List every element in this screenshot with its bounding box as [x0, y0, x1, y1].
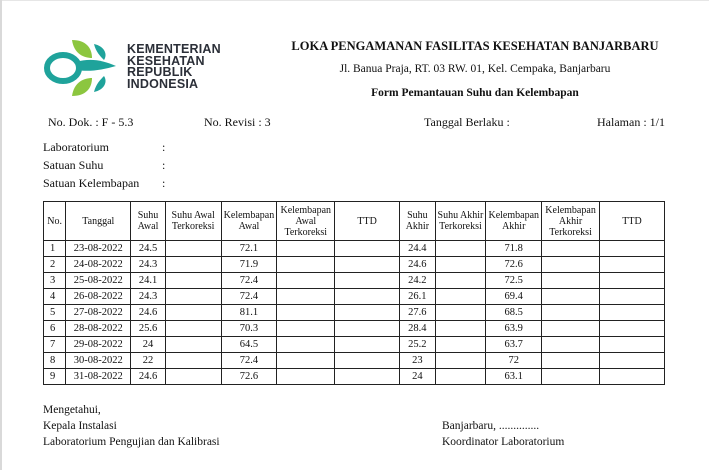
- table-cell: 64.5: [221, 337, 277, 353]
- footer-left-signature: [43, 402, 220, 450]
- header-tanggal: Tanggal: [66, 202, 131, 241]
- table-row: [44, 337, 665, 353]
- table-cell: 24: [400, 369, 436, 385]
- laboratorium-label: Laboratorium: [43, 140, 109, 154]
- table-cell: [335, 305, 400, 321]
- table-cell: [435, 241, 486, 257]
- logo-line: KEMENTERIAN: [127, 42, 221, 56]
- table-cell: 28-08-2022: [66, 321, 131, 337]
- table-cell: 23: [400, 353, 436, 369]
- table-cell: [277, 369, 335, 385]
- table-cell: [165, 257, 221, 273]
- logo-line: INDONESIA: [127, 76, 199, 91]
- table-cell: [542, 241, 600, 257]
- table-cell: [435, 337, 486, 353]
- table-cell: 3: [44, 273, 66, 289]
- table-cell: [599, 241, 664, 257]
- table-cell: [542, 257, 600, 273]
- header-kelembapan-akhir: Kelembapan Akhir: [486, 202, 542, 241]
- table-cell: [599, 353, 664, 369]
- footer-kepala-instalasi: Kepala Instalasi: [43, 420, 117, 432]
- laboratorium-colon: :: [162, 140, 166, 154]
- satuan-suhu-label: Satuan Suhu: [43, 158, 104, 172]
- header-suhu-awal-terkoreksi: Suhu Awal Terkoreksi: [165, 202, 221, 241]
- table-cell: 24.3: [131, 289, 166, 305]
- footer-place-date: Banjarbaru, ..............: [442, 420, 540, 432]
- table-cell: [277, 257, 335, 273]
- table-cell: [599, 321, 664, 337]
- institution-title: LOKA PENGAMANAN FASILITAS KESEHATAN BANJARBARU: [291, 39, 659, 53]
- table-row: [44, 305, 665, 321]
- table-cell: 24.5: [131, 241, 166, 257]
- table-cell: [277, 321, 335, 337]
- satuan-kelembapan-label: Satuan Kelembapan: [43, 176, 140, 190]
- table-cell: [335, 273, 400, 289]
- table-cell: 72.4: [221, 273, 277, 289]
- table-cell: 72.5: [486, 273, 542, 289]
- table-cell: 24.6: [131, 305, 166, 321]
- table-cell: [165, 305, 221, 321]
- header-suhu-akhir: Suhu Akhir: [400, 202, 436, 241]
- table-cell: 27-08-2022: [66, 305, 131, 321]
- table-cell: 81.1: [221, 305, 277, 321]
- table-row: [44, 321, 665, 337]
- laboratorium-field: [43, 140, 166, 155]
- table-cell: 25.6: [131, 321, 166, 337]
- header-no: No.: [44, 202, 66, 241]
- table-cell: 28.4: [400, 321, 436, 337]
- table-cell: 72.6: [486, 257, 542, 273]
- table-cell: [335, 353, 400, 369]
- table-cell: [435, 369, 486, 385]
- table-cell: [599, 305, 664, 321]
- table-cell: 71.9: [221, 257, 277, 273]
- table-cell: 26-08-2022: [66, 289, 131, 305]
- table-cell: 24.3: [131, 257, 166, 273]
- table-cell: [599, 337, 664, 353]
- header-kelembapan-awal-terkoreksi: Kelembapan Awal Terkoreksi: [277, 202, 335, 241]
- table-cell: [435, 273, 486, 289]
- table-cell: 63.7: [486, 337, 542, 353]
- table-cell: 72.4: [221, 289, 277, 305]
- table-cell: [599, 257, 664, 273]
- revision-number: No. Revisi : 3: [204, 115, 271, 129]
- table-cell: 72.6: [221, 369, 277, 385]
- table-cell: 24-08-2022: [66, 257, 131, 273]
- page-top-border: [0, 0, 709, 1]
- table-cell: 30-08-2022: [66, 353, 131, 369]
- satuan-kelembapan-field: [43, 176, 166, 191]
- table-cell: [335, 369, 400, 385]
- page-number: Halaman : 1/1: [597, 115, 665, 129]
- table-cell: [165, 337, 221, 353]
- table-cell: 29-08-2022: [66, 337, 131, 353]
- table-cell: 72.1: [221, 241, 277, 257]
- table-cell: 68.5: [486, 305, 542, 321]
- table-cell: 8: [44, 353, 66, 369]
- footer-mengetahui: Mengetahui,: [43, 404, 101, 416]
- table-cell: [335, 241, 400, 257]
- table-cell: [277, 305, 335, 321]
- table-cell: [435, 321, 486, 337]
- table-cell: 24.2: [400, 273, 436, 289]
- table-cell: [435, 257, 486, 273]
- table-cell: 31-08-2022: [66, 369, 131, 385]
- table-cell: 23-08-2022: [66, 241, 131, 257]
- effective-date: Tanggal Berlaku :: [424, 115, 510, 129]
- table-cell: [165, 273, 221, 289]
- table-cell: 69.4: [486, 289, 542, 305]
- table-cell: [542, 321, 600, 337]
- table-row: [44, 289, 665, 305]
- table-cell: 24.4: [400, 241, 436, 257]
- footer-lab-name: Laboratorium Pengujian dan Kalibrasi: [43, 436, 220, 448]
- table-cell: 25.2: [400, 337, 436, 353]
- table-cell: [542, 369, 600, 385]
- table-cell: 2: [44, 257, 66, 273]
- logo-line: REPUBLIK: [127, 65, 193, 79]
- table-cell: 63.1: [486, 369, 542, 385]
- table-header-row: [44, 202, 665, 241]
- satuan-suhu-field: [43, 158, 166, 173]
- header-ttd-awal: TTD: [335, 202, 400, 241]
- table-cell: 1: [44, 241, 66, 257]
- table-cell: [542, 337, 600, 353]
- table-cell: [542, 273, 600, 289]
- table-cell: [435, 305, 486, 321]
- kemenkes-logo-icon: [42, 38, 118, 98]
- table-cell: [599, 289, 664, 305]
- header-suhu-akhir-terkoreksi: Suhu Akhir Terkoreksi: [435, 202, 486, 241]
- satuan-kelembapan-colon: :: [162, 176, 166, 190]
- institution-address: Jl. Banua Praja, RT. 03 RW. 01, Kel. Cempaka, Banjarbaru: [339, 63, 611, 75]
- document-number: No. Dok. : F - 5.3: [48, 115, 134, 129]
- table-cell: 72.4: [221, 353, 277, 369]
- table-cell: [335, 321, 400, 337]
- table-cell: 24: [131, 337, 166, 353]
- table-cell: 27.6: [400, 305, 436, 321]
- table-cell: 71.8: [486, 241, 542, 257]
- table-row: [44, 241, 665, 257]
- footer-right-signature: [442, 418, 564, 450]
- table-cell: 22: [131, 353, 166, 369]
- table-cell: 5: [44, 305, 66, 321]
- table-cell: [542, 289, 600, 305]
- table-row: [44, 273, 665, 289]
- table-cell: [277, 273, 335, 289]
- monitoring-table: [43, 201, 665, 385]
- table-cell: [542, 305, 600, 321]
- header-kelembapan-awal: Kelembapan Awal: [221, 202, 277, 241]
- table-row: [44, 353, 665, 369]
- table-row: [44, 369, 665, 385]
- table-cell: [165, 241, 221, 257]
- table-cell: 63.9: [486, 321, 542, 337]
- logo-line: KESEHATAN: [127, 53, 205, 68]
- footer-koordinator: Koordinator Laboratorium: [442, 436, 565, 448]
- table-cell: [435, 353, 486, 369]
- table-cell: 24.1: [131, 273, 166, 289]
- table-cell: [277, 353, 335, 369]
- table-cell: 24.6: [131, 369, 166, 385]
- table-cell: [277, 241, 335, 257]
- table-cell: [165, 353, 221, 369]
- table-cell: 72: [486, 353, 542, 369]
- table-cell: 24.6: [400, 257, 436, 273]
- table-cell: [165, 289, 221, 305]
- table-cell: [599, 369, 664, 385]
- header-ttd-akhir: TTD: [599, 202, 664, 241]
- table-cell: 4: [44, 289, 66, 305]
- table-cell: [599, 273, 664, 289]
- table-cell: 9: [44, 369, 66, 385]
- page-left-border: [0, 0, 2, 470]
- header-kelembapan-akhir-terkoreksi: Kelembapan Akhir Terkoreksi: [542, 202, 600, 241]
- table-cell: [542, 353, 600, 369]
- logo-wordmark: [127, 44, 221, 90]
- form-title: Form Pemantauan Suhu dan Kelembapan: [371, 87, 579, 99]
- table-cell: 6: [44, 321, 66, 337]
- table-row: [44, 257, 665, 273]
- table-cell: 26.1: [400, 289, 436, 305]
- table-cell: [165, 369, 221, 385]
- table-cell: 70.3: [221, 321, 277, 337]
- table-cell: [435, 289, 486, 305]
- table-cell: 25-08-2022: [66, 273, 131, 289]
- table-cell: [335, 257, 400, 273]
- table-cell: [277, 337, 335, 353]
- table-cell: [335, 337, 400, 353]
- header-suhu-awal: Suhu Awal: [131, 202, 166, 241]
- table-cell: [165, 321, 221, 337]
- table-cell: [335, 289, 400, 305]
- satuan-suhu-colon: :: [162, 158, 166, 172]
- table-cell: [277, 289, 335, 305]
- table-cell: 7: [44, 337, 66, 353]
